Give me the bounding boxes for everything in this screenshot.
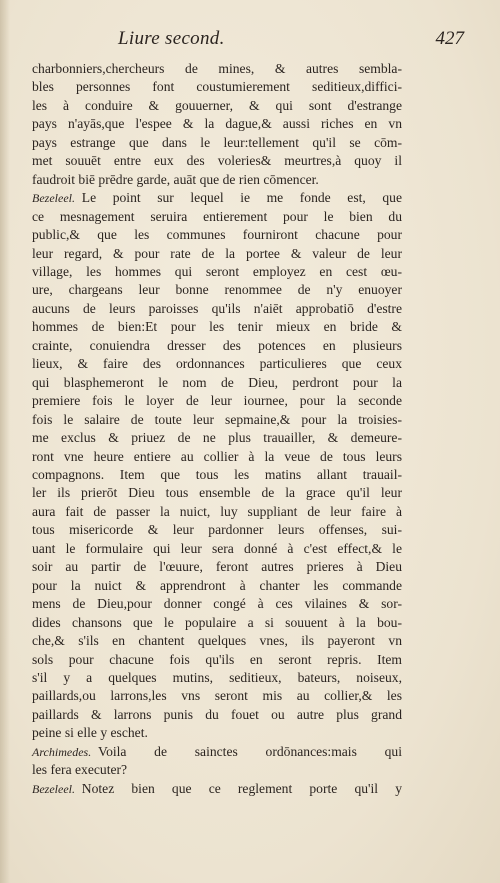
text-line — [32, 337, 402, 355]
text-line — [32, 632, 402, 650]
speaker-name: Archimedes. — [32, 744, 92, 759]
line-text: lieux, & faire des ordonnances particulieres que ceux — [32, 356, 402, 372]
text-line — [32, 226, 402, 244]
text-line — [32, 466, 402, 484]
line-text: che,& s'ils en chantent quelques vnes, ils payeront vn — [32, 633, 402, 649]
line-text: pays n'ayās,que l'espee & la dague,& aussi riches en vn — [32, 116, 402, 132]
text-line — [32, 392, 402, 410]
line-text: s'il y a quelques mutins, seditieux, bateurs, noiseux, — [32, 669, 402, 685]
line-text: paillards,ou larrons,les vns seront mis au collier,& les — [32, 688, 402, 704]
text-line — [32, 115, 402, 133]
text-line — [32, 448, 402, 466]
line-text: aura fait de passer la nuict, luy suppliant de leur faire à — [32, 503, 402, 519]
line-text: uant le formulaire qui leur sera donné à c'est effect,& le — [32, 540, 402, 556]
running-title: Liure second. — [118, 28, 225, 49]
line-text: mens de Dieu,pour donner congé à ces vilaines & sor- — [32, 596, 402, 612]
page-number: 427 — [435, 28, 464, 49]
speaker-name: Bezeleel. — [32, 781, 75, 796]
text-line — [32, 724, 402, 742]
text-line — [32, 558, 402, 576]
line-text: faudroit biē prēdre garde, auāt que de rien cōmencer. — [32, 171, 319, 187]
text-line — [32, 355, 402, 373]
line-text: tous misericorde & leur pardonner leurs offenses, sui- — [32, 522, 402, 538]
text-line — [32, 208, 402, 226]
text-line — [32, 651, 402, 669]
text-line — [32, 152, 402, 170]
line-text: sols pour chacune fois qu'ils en seront repris. Item — [32, 651, 402, 667]
line-text: compagnons. Item que tous les matins allant trauail- — [32, 466, 402, 482]
text-line — [32, 577, 402, 595]
text-line — [32, 706, 402, 724]
line-text: les fera executer? — [32, 762, 128, 778]
text-line — [32, 503, 402, 521]
line-text: pour la nuict & apprendront à chanter les commande — [32, 577, 402, 593]
line-text: charbonniers,chercheurs de mines, & autres sembla- — [32, 61, 402, 76]
text-line — [32, 429, 402, 447]
text-line — [32, 281, 402, 299]
line-text: hommes de bien:Et pour les tenir mieux en bride & — [32, 319, 402, 335]
line-text: peine si elle y eschet. — [32, 725, 148, 741]
body-text — [32, 60, 402, 798]
line-text: leur regard, & pour rate de la portee & valeur de leur — [32, 245, 402, 261]
page-header — [60, 28, 464, 54]
line-text: dides chansons que le populaire a si souuent à la bou- — [32, 614, 402, 630]
line-text: soir au partir de l'œuure, feront autres prieres à Dieu — [32, 559, 402, 575]
text-line — [32, 263, 402, 281]
line-text: ler ils prierōt Dieu tous ensemble de la grace qu'il leur — [32, 485, 402, 501]
text-line — [32, 780, 402, 798]
text-line — [32, 189, 402, 207]
line-text: public,& que les communes fourniront chacune pour — [32, 227, 402, 243]
page-gutter-shadow — [0, 0, 10, 883]
line-text: Notez bien que ce reglement porte qu'il y — [81, 780, 402, 796]
text-line — [32, 300, 402, 318]
text-line — [32, 521, 402, 539]
text-line — [32, 484, 402, 502]
line-text: les à conduire & gouuerner, & qui sont d'estrange — [32, 97, 402, 113]
line-text: ront vne heure entiere au collier à la veue de tous leurs — [32, 448, 402, 464]
text-line — [32, 78, 402, 96]
line-text: premiere fois le loyer de leur iournee, pour la seconde — [32, 393, 402, 409]
line-text: aucuns de leurs paroisses qu'ils n'aiēt approbatiō d'estre — [32, 300, 402, 316]
text-line — [32, 97, 402, 115]
text-line — [32, 595, 402, 613]
text-line — [32, 411, 402, 429]
line-text: crainte, conuiendra dresser des potences en plusieurs — [32, 337, 402, 353]
line-text: bles personnes font coustumierement seditieux,diffici- — [32, 79, 402, 95]
text-line — [32, 743, 402, 761]
line-text: met souuēt entre eux des voleries& meurtres,à quoy il — [32, 153, 402, 169]
text-line — [32, 614, 402, 632]
line-text: fois le salaire de toute leur sepmaine,& pour la troisies- — [32, 411, 402, 427]
line-text: paillards & larrons punis du fouet ou autre plus grand — [32, 706, 402, 722]
line-text: me exclus & priuez de ne plus trauailler, & demeure- — [32, 430, 402, 446]
text-line — [32, 60, 402, 78]
line-text: qui blasphemeront le nom de Dieu, perdront pour la — [32, 374, 402, 390]
text-line — [32, 171, 402, 189]
line-text: village, les hommes qui seront employez en cest œu- — [32, 263, 402, 279]
text-line — [32, 318, 402, 336]
text-line — [32, 687, 402, 705]
text-line — [32, 134, 402, 152]
line-text: ure, chargeans leur bonne renommee de n'y enuoyer — [32, 282, 402, 298]
line-text: Voila de sainctes ordōnances:mais qui — [98, 743, 402, 759]
line-text: pays estrange que dans le leur:tellement qu'il se cōm- — [32, 134, 402, 150]
text-line — [32, 374, 402, 392]
speaker-name: Bezeleel. — [32, 191, 75, 206]
line-text: ce mesnagement seruira entierement pour le bien du — [32, 208, 402, 224]
text-line — [32, 669, 402, 687]
text-line — [32, 540, 402, 558]
text-line — [32, 245, 402, 263]
line-text: Le point sur lequel ie me fonde est, que — [81, 190, 402, 206]
text-line — [32, 761, 402, 779]
